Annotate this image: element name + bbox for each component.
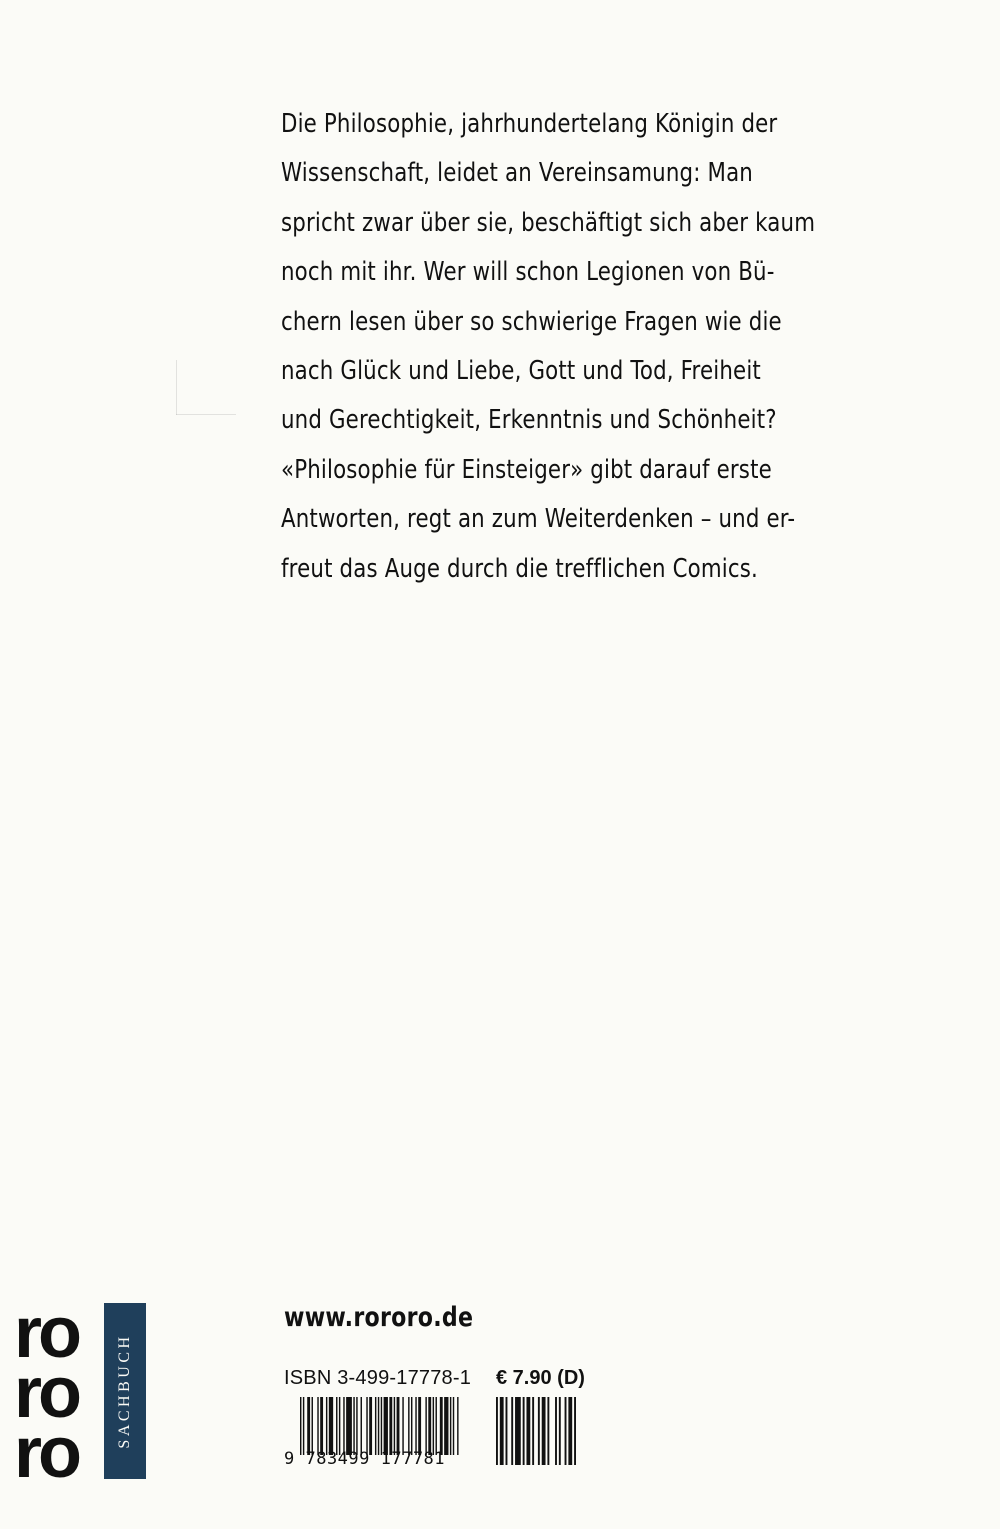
barcode-bar xyxy=(559,1397,561,1465)
cover-crease xyxy=(176,414,236,416)
barcode-bar xyxy=(457,1397,458,1455)
ean-barcode xyxy=(300,1397,460,1455)
logo-text-line: ro xyxy=(14,1293,78,1373)
barcode-bar xyxy=(450,1397,451,1455)
barcode-bar xyxy=(369,1397,372,1455)
blurb-line: spricht zwar über sie, beschäftigt sich aber kaum xyxy=(281,207,816,238)
barcode-bar xyxy=(532,1397,534,1465)
back-cover-blurb xyxy=(281,100,833,594)
barcode-bar xyxy=(375,1397,376,1455)
barcode-bar xyxy=(381,1397,382,1455)
barcode-bar xyxy=(418,1397,421,1455)
barcode-bar xyxy=(506,1397,508,1465)
barcode-bar xyxy=(523,1397,525,1465)
barcode-bar xyxy=(329,1397,333,1455)
logo-text-line: ro xyxy=(14,1353,78,1433)
barcode-bar xyxy=(402,1397,403,1455)
barcode-bar xyxy=(440,1397,443,1455)
barcode-bar xyxy=(500,1397,504,1465)
cover-crease xyxy=(176,360,178,415)
barcode-bar xyxy=(555,1397,557,1465)
isbn-label: ISBN 3-499-17778-1 xyxy=(284,1367,472,1389)
barcode-bar xyxy=(317,1397,318,1455)
barcode-bar xyxy=(303,1397,304,1455)
barcode-bar xyxy=(361,1397,362,1455)
publisher-website: www.rororo.de xyxy=(284,1302,474,1333)
barcode-bar xyxy=(366,1397,367,1455)
barcode-bar xyxy=(568,1397,572,1465)
blurb-line: und Gerechtigkeit, Erkenntnis und Schönheit? xyxy=(281,405,777,436)
barcode-bar xyxy=(320,1397,323,1455)
barcode-bar xyxy=(356,1397,357,1455)
barcode-bar xyxy=(384,1397,388,1455)
price-addon-barcode xyxy=(496,1397,576,1465)
barcode-bar xyxy=(538,1397,540,1465)
blurb-line: chern lesen über so schwierige Fragen wie die xyxy=(281,306,782,337)
barcode-bar xyxy=(326,1397,327,1455)
barcode-bar xyxy=(435,1397,436,1455)
barcode-bar xyxy=(389,1397,392,1455)
barcode-bar xyxy=(496,1397,498,1465)
blurb-line: Antworten, regt an zum Weiterdenken – und er- xyxy=(281,504,796,535)
barcode-bar xyxy=(547,1397,549,1465)
barcode-bar xyxy=(346,1397,352,1455)
blurb-line: nach Glück und Liebe, Gott und Tod, Freiheit xyxy=(281,356,761,387)
barcode-bar xyxy=(444,1397,448,1455)
blurb-line: noch mit ihr. Wer will schon Legionen von Bü- xyxy=(281,257,775,288)
price-label: € 7.90 (D) xyxy=(496,1367,585,1389)
barcode-bar xyxy=(339,1397,340,1455)
barcode-bar xyxy=(515,1397,521,1465)
blurb-line: «Philosophie für Einsteiger» gibt darauf erste xyxy=(281,454,772,485)
barcode-bar xyxy=(565,1397,567,1465)
rororo-logo xyxy=(0,1293,105,1493)
barcode-digits: 9 783499 177781 xyxy=(284,1449,446,1469)
barcode-bar xyxy=(574,1397,576,1465)
barcode-bar xyxy=(378,1397,379,1455)
blurb-line: freut das Auge durch die trefflichen Comics. xyxy=(281,553,758,584)
barcode-bar xyxy=(353,1397,354,1455)
barcode-bar xyxy=(300,1397,301,1455)
series-strip xyxy=(104,1303,146,1479)
barcode-bar xyxy=(511,1397,513,1465)
barcode-bar xyxy=(542,1397,546,1465)
barcode-bar xyxy=(425,1397,426,1455)
series-label: SACHBUCH xyxy=(116,1333,133,1449)
barcode-bar xyxy=(415,1397,416,1455)
barcode-bar xyxy=(408,1397,409,1455)
barcode-bar xyxy=(428,1397,431,1455)
blurb-line: Die Philosophie, jahrhundertelang Königin der xyxy=(281,109,778,139)
barcode-bar xyxy=(397,1397,400,1455)
barcode-bar xyxy=(307,1397,310,1455)
barcode-bar xyxy=(343,1397,344,1455)
barcode-bar xyxy=(433,1397,434,1455)
barcode-bar xyxy=(453,1397,454,1455)
barcode-bar xyxy=(394,1397,395,1455)
logo-text-line: ro xyxy=(14,1413,78,1493)
barcode-bar xyxy=(411,1397,412,1455)
barcode-bar xyxy=(526,1397,530,1465)
barcode-bar xyxy=(336,1397,337,1455)
barcode-bar xyxy=(312,1397,313,1455)
blurb-line: Wissenschaft, leidet an Vereinsamung: Man xyxy=(281,158,753,189)
